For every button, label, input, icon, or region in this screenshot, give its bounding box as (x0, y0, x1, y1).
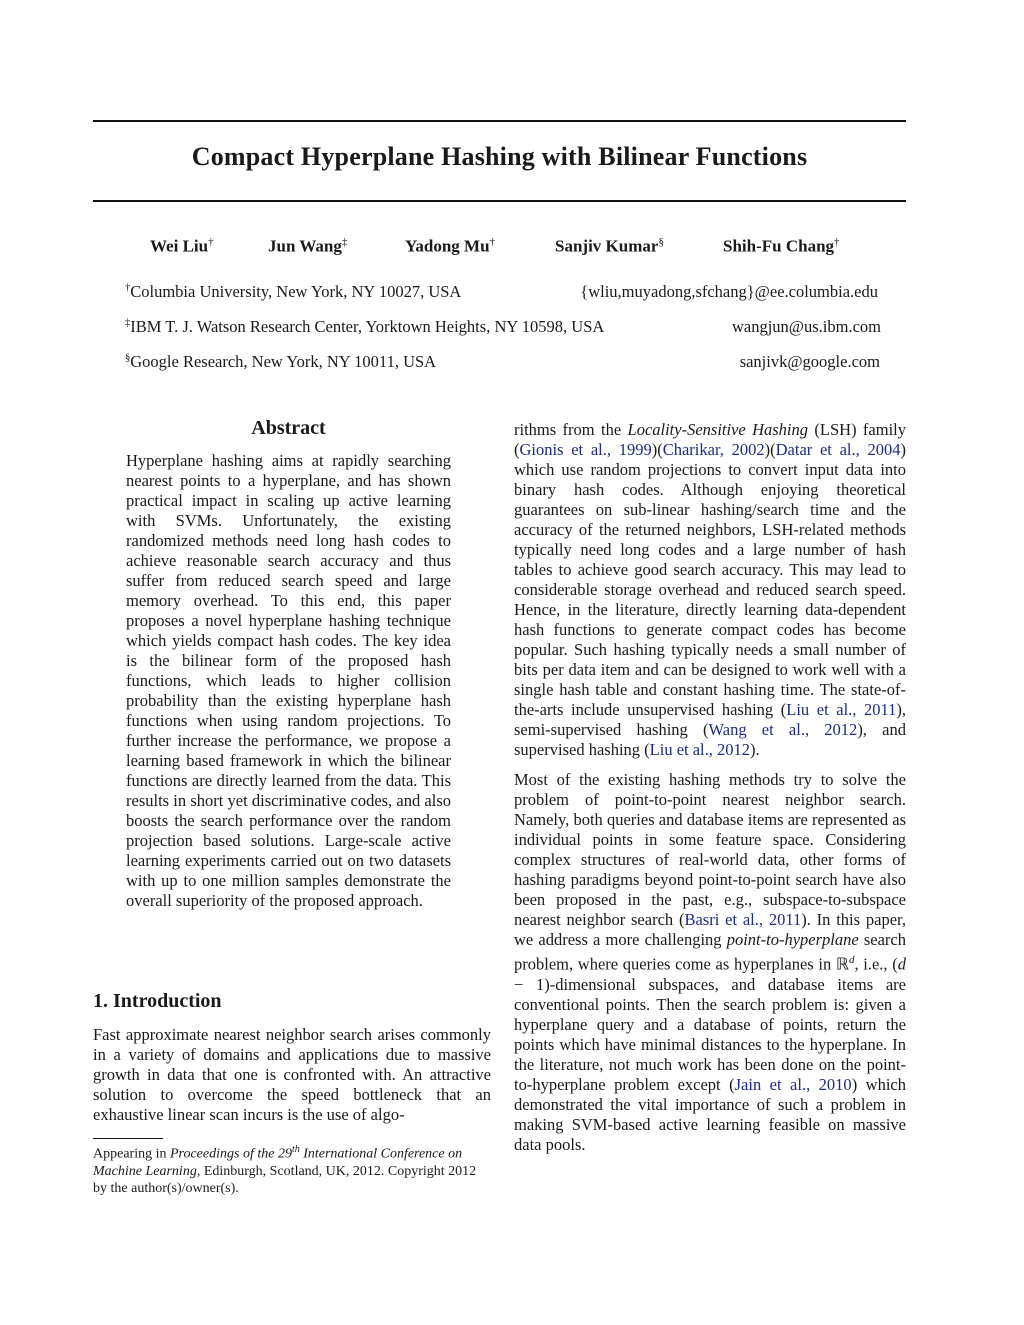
paper-title: Compact Hyperplane Hashing with Bilinear Functions (191, 142, 808, 171)
footnote-rule (93, 1138, 163, 1139)
citation-wang-2012[interactable]: Wang et al., 2012 (708, 720, 858, 739)
email-ibm: wangjun@us.ibm.com (731, 317, 881, 336)
citation-charikar[interactable]: Charikar, 2002 (662, 440, 765, 459)
introduction-paragraph-1: Fast approximate nearest neighbor search arises commonly in a variety of domains and applications due to massive growth in data that one is confronted with. An attractive solution to overcome the speed bottleneck that an exhaustive linear scan incurs is the use of algo- (93, 1025, 491, 1124)
citation-liu-2012[interactable]: Liu et al., 2012 (649, 740, 751, 759)
abstract-text: Hyperplane hashing aims at rapidly searching nearest points to a hyperplane, and has shown practical impact in scaling up active learning with SVMs. Unfortunately, the existing randomized methods need long hash codes to achieve reasonable search accuracy and thus suffer from reduced search speed and large memory overhead. To this end, this paper proposes a novel hyperplane hashing technique which yields compact hash codes. The key idea is the bilinear form of the proposed hash functions, which leads to higher collision probability than the existing hyperplane hash functions when using random projections. To further increase the performance, we propose a learning based framework in which the bilinear functions are directly learned from the data. This results in short yet discriminative codes, and also boosts the search performance over the random projection based solutions. Large-scale active learning experiments carried out on two datasets with up to one million samples demonstrate the overall superiority of the proposed approach. (126, 451, 451, 910)
email-columbia: {wliu,muyadong,sfchang}@ee.columbia.edu (580, 282, 878, 301)
author-shih-fu-chang: Shih-Fu Chang† (723, 236, 840, 256)
author-jun-wang: Jun Wang‡ (268, 236, 348, 256)
affiliation-ibm: ‡IBM T. J. Watson Research Center, Yorktown Heights, NY 10598, USA (125, 317, 605, 336)
citation-liu-2011[interactable]: Liu et al., 2011 (786, 700, 897, 719)
introduction-body (93, 1025, 491, 1125)
email-google: sanjivk@google.com (739, 352, 880, 371)
introduction-heading: 1. Introduction (93, 990, 222, 1012)
affiliation-google: §Google Research, New York, NY 10011, USA (125, 352, 437, 371)
author-yadong-mu: Yadong Mu† (405, 236, 496, 256)
citation-gionis[interactable]: Gionis et al., 1999 (519, 440, 652, 459)
citation-basri[interactable]: Basri et al., 2011 (684, 910, 802, 929)
right-paragraph-2: Most of the existing hashing methods try to solve the problem of point-to-point nearest neighbor search. Namely, both queries and database items are represented as individual points in some feature space. Considering complex structures of real-world data, other forms of hashing paradigms beyond point-to-point search have also been proposed in the past, e.g., subspace-to-subspace nearest neighbor search (Basri et al., 2011). In this paper, we address a more challenging point-to-hyperplane search problem, where queries come as hyperplanes in ℝ$^d$, i.e., (d − 1)-dimensional subspaces, and database items are conventional points. Then the search problem is: given a hyperplane query and a database of points, return the points which have minimal distances to the hyperplane. In the literature, not much work has been done on the point-to-hyperplane problem except (Jain et al., 2010) which demonstrated the vital importance of such a problem in making SVM-based active learning feasible on massive data pools. (514, 770, 906, 1154)
right-column (514, 420, 906, 1155)
citation-jain[interactable]: Jain et al., 2010 (734, 1074, 852, 1094)
author-wei-liu: Wei Liu† (150, 236, 214, 256)
title-bottom-rule (93, 200, 906, 202)
author-sanjiv-kumar: Sanjiv Kumar§ (555, 236, 664, 256)
citation-datar[interactable]: Datar et al., 2004 (775, 440, 901, 459)
footnote: Appearing in Proceedings of the 29th International Conference on Machine Learning, Edinburgh, Scotland, UK, 2012. Copyright 2012 by the author(s)/owner(s). (93, 1144, 477, 1196)
top-rule (93, 120, 906, 122)
abstract-body (126, 451, 451, 911)
abstract-heading: Abstract (251, 417, 326, 439)
right-paragraph-1: rithms from the Locality-Sensitive Hashing (LSH) family (Gionis et al., 1999)(Charikar, 2002)(Datar et al., 2004) which use random projections to convert input data into binary hash codes. Although enjoying theoretical guarantees on sub-linear hashing/search time and the accuracy of the returned neighbors, LSH-related methods typically need long codes and a large number of hash tables to achieve good search accuracy. This may lead to considerable storage overhead and reduced search speed. Hence, in the literature, directly learning data-dependent hash functions to generate compact codes has become popular. Such hashing typically needs a small number of bits per data item and can be designed to work well with a single hash table and constant hashing time. The state-of-the-arts include unsupervised hashing (Liu et al., 2011), semi-supervised hashing (Wang et al., 2012), and supervised hashing (Liu et al., 2012). (514, 420, 907, 759)
affiliation-columbia: †Columbia University, New York, NY 10027, USA (125, 282, 462, 301)
